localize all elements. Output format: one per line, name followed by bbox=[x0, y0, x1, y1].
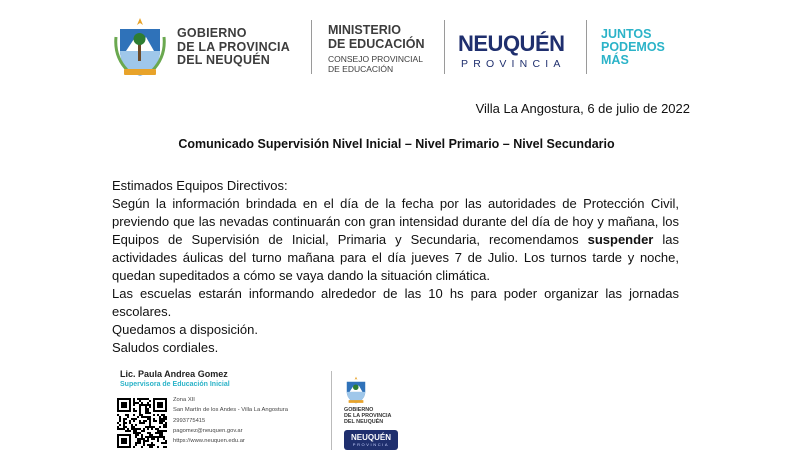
paragraph-1-text-end: las actividades áulicas del turno mañana para el día jueves 7 de Julio. Los turnos tarde y noche, quedan supeditados a cómo se vaya dando la situación climática. bbox=[112, 232, 679, 283]
signature-divider bbox=[331, 371, 332, 450]
slogan-line: MÁS bbox=[601, 53, 629, 67]
signer-role: Supervisora de Educación Inicial bbox=[120, 381, 230, 388]
ministry-title-line: DE EDUCACIÓN bbox=[328, 36, 425, 51]
signature-government-name bbox=[344, 407, 391, 425]
gov-line: DE LA PROVINCIA bbox=[177, 39, 290, 54]
ministry-sub-line: CONSEJO PROVINCIAL bbox=[328, 54, 423, 64]
ministry-sub-line: DE EDUCACIÓN bbox=[328, 64, 394, 74]
signer-name: Lic. Paula Andrea Gomez bbox=[120, 369, 228, 379]
gov-line: DE LA PROVINCIA bbox=[344, 413, 392, 419]
contact-email-link[interactable]: pagomez@neuquen.gov.ar bbox=[173, 427, 243, 434]
header-divider bbox=[586, 20, 587, 74]
badge-subtitle: PROVINCIA bbox=[352, 442, 390, 447]
qr-code-icon bbox=[117, 398, 167, 448]
letterhead bbox=[0, 0, 793, 90]
paragraph-1-text: Según la información brindada en el día de la fecha por las autoridades de Protección Civil, previendo que las nevadas continuarán con gran intensidad durante del día de hoy y mañana, los Equipos de Supervisión de Inicial, Primaria y Secundaria, recomendamos bbox=[112, 196, 679, 247]
slogan bbox=[601, 28, 665, 67]
gov-line: GOBIERNO bbox=[344, 407, 374, 413]
contact-phone[interactable]: 2993775415 bbox=[173, 417, 206, 424]
paragraph-2: Las escuelas estarán informando alrededor de las 10 hs para poder organizar las jornadas escolares. bbox=[112, 286, 679, 319]
province-shield-icon bbox=[344, 376, 368, 404]
letter-body bbox=[112, 177, 679, 357]
contact-location: San Martín de los Andes - Villa La Angostura bbox=[173, 407, 288, 414]
government-name bbox=[177, 27, 290, 68]
neuquen-brand-logo bbox=[458, 33, 566, 70]
ministry-title-line: MINISTERIO bbox=[328, 23, 401, 37]
greeting: Estimados Equipos Directivos: bbox=[112, 178, 288, 193]
gov-line: DEL NEUQUÉN bbox=[344, 419, 384, 425]
badge-name: NEUQUÉN bbox=[350, 433, 391, 442]
header-divider bbox=[311, 20, 312, 74]
ministry-name bbox=[328, 24, 425, 74]
email-signature bbox=[0, 362, 793, 450]
gov-line: DEL NEUQUÉN bbox=[177, 53, 270, 67]
slogan-line: JUNTOS bbox=[601, 27, 652, 41]
document-title: Comunicado Supervisión Nivel Inicial – Nivel Primario – Nivel Secundario bbox=[178, 137, 615, 151]
gov-line: GOBIERNO bbox=[177, 26, 247, 40]
brand-name: NEUQUÉN bbox=[458, 31, 565, 56]
brand-subtitle: PROVINCIA bbox=[461, 58, 566, 70]
province-shield-icon bbox=[114, 17, 166, 77]
contact-info bbox=[173, 395, 288, 446]
header-divider bbox=[444, 20, 445, 74]
paragraph-1 bbox=[112, 195, 679, 285]
contact-website-link[interactable]: https://www.neuquen.edu.ar bbox=[173, 438, 245, 445]
place-date: Villa La Angostura, 6 de julio de 2022 bbox=[475, 101, 690, 116]
paragraph-1-emphasis: suspender bbox=[587, 232, 654, 247]
contact-zone: Zona XII bbox=[173, 397, 195, 403]
neuquen-badge-logo bbox=[344, 430, 398, 450]
closing-line: Quedamos a disposición. bbox=[112, 322, 258, 337]
slogan-line: PODEMOS bbox=[601, 40, 665, 54]
closing-line: Saludos cordiales. bbox=[112, 340, 219, 355]
